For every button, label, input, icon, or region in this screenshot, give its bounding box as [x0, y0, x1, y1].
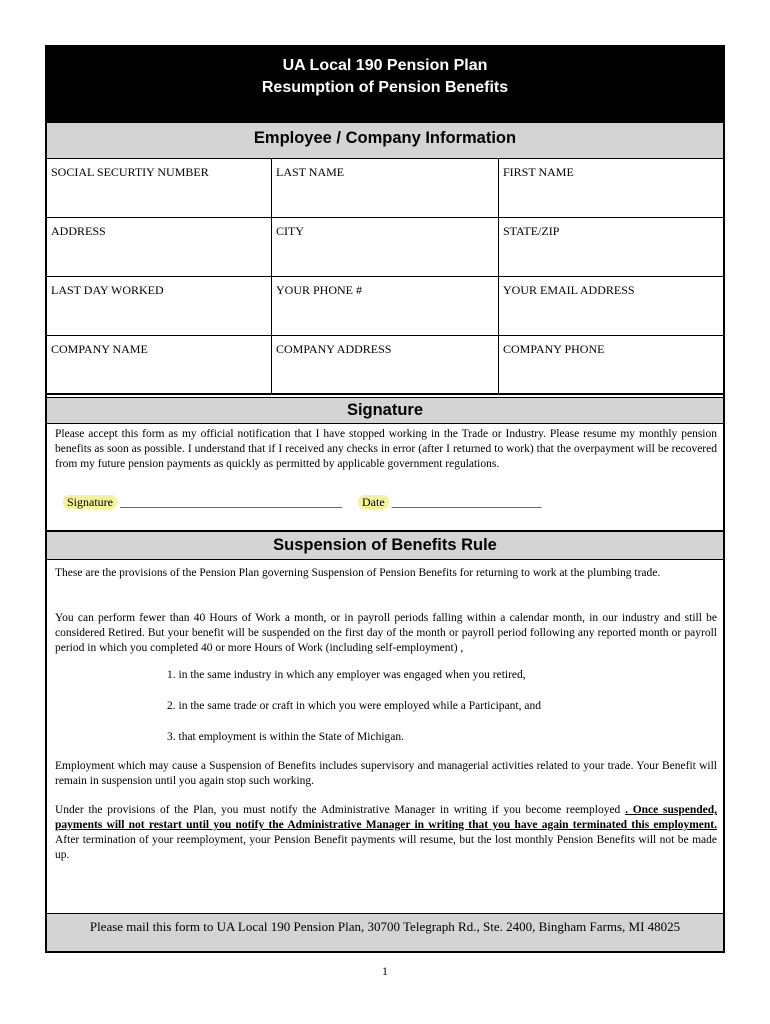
last-day-worked-field[interactable]: LAST DAY WORKED [47, 277, 272, 335]
state-zip-field[interactable]: STATE/ZIP [503, 224, 560, 238]
suspension-para-4 [55, 803, 717, 863]
info-row [47, 336, 723, 395]
city-field[interactable]: CITY [272, 218, 499, 276]
para4-end: After termination of your reemployment, your Pension Benefit payments will resume, but the lost monthly Pension Benefits will not be made up. [55, 834, 717, 861]
employee-section-heading [47, 122, 723, 159]
suspension-section-heading-text: Suspension of Benefits Rule [273, 536, 497, 554]
suspension-para-1: These are the provisions of the Pension Plan governing Suspension of Pension Benefits for returning to work at the plumbing trade. [55, 567, 661, 579]
suspension-para-2: You can perform fewer than 40 Hours of Work a month, or in payroll periods falling within a calendar month, in our industry and still be considered Retired. But your benefit will be suspended on the first day of the month or payroll period following any reported month or payroll period in which you completed 40 or more Hours of Work (including self-employment) , [55, 612, 717, 654]
info-row [47, 218, 723, 277]
last-name-field[interactable]: LAST NAME [272, 159, 499, 217]
employee-section-heading-text: Employee / Company Information [253, 129, 517, 147]
company-name-field[interactable]: COMPANY NAME [47, 336, 272, 393]
page-number: 1 [382, 964, 388, 978]
form-frame [45, 45, 725, 953]
first-name-field[interactable]: FIRST NAME [503, 165, 574, 179]
phone-field[interactable]: YOUR PHONE # [272, 277, 499, 335]
employee-info-grid [47, 159, 723, 395]
list-item: 3. that employment is within the State of Michigan. [167, 731, 404, 743]
list-item: 1. in the same industry in which any employer was engaged when you retired, [167, 669, 526, 681]
mailing-instructions [47, 913, 723, 951]
address-field[interactable]: ADDRESS [47, 218, 272, 276]
company-phone-field[interactable]: COMPANY PHONE [503, 342, 605, 356]
form-title-bar [47, 47, 723, 122]
signature-row [63, 495, 542, 510]
signature-label: Signature [63, 495, 117, 509]
ssn-field[interactable]: SOCIAL SECURTIY NUMBER [47, 159, 272, 217]
mailing-instructions-text: Please mail this form to UA Local 190 Pension Plan, 30700 Telegraph Rd., Ste. 2400, Bingham Farms, MI 48025 [89, 919, 681, 934]
signature-section-heading-text: Signature [346, 401, 424, 419]
para4-bold: . Once suspended, payments will not restart until you notify the Administrative Manager in writing that you have again terminated this employment. [55, 804, 718, 831]
form-subtitle: Resumption of Pension Benefits [261, 79, 509, 96]
para4-start: Under the provisions of the Plan, you must notify the Administrative Manager in writing if you become reemployed [55, 804, 626, 816]
date-line[interactable]: _________________________ [391, 495, 542, 509]
date-label: Date [358, 495, 389, 509]
signature-statement: Please accept this form as my official notification that I have stopped working in the Trade or Industry. Please resume my monthly pension benefits as soon as possible. I understand that if I received any checks in error (after I returned to work) that the overpayment will be recovered from my future pension payments as quickly as permitted by applicable government regulations. [55, 428, 717, 470]
list-item: 2. in the same trade or craft in which you were employed while a Participant, and [167, 700, 541, 712]
company-address-field[interactable]: COMPANY ADDRESS [272, 336, 499, 393]
info-row [47, 277, 723, 336]
suspension-section-heading [47, 530, 723, 560]
email-field[interactable]: YOUR EMAIL ADDRESS [503, 283, 635, 297]
signature-line[interactable]: _____________________________________ [120, 495, 342, 509]
info-row [47, 159, 723, 218]
signature-section-heading [47, 397, 723, 424]
suspension-para-3: Employment which may cause a Suspension of Benefits includes supervisory and managerial activities related to your trade. Your Benefit will remain in suspension until you again stop such working. [55, 760, 717, 787]
form-title: UA Local 190 Pension Plan [282, 57, 488, 74]
